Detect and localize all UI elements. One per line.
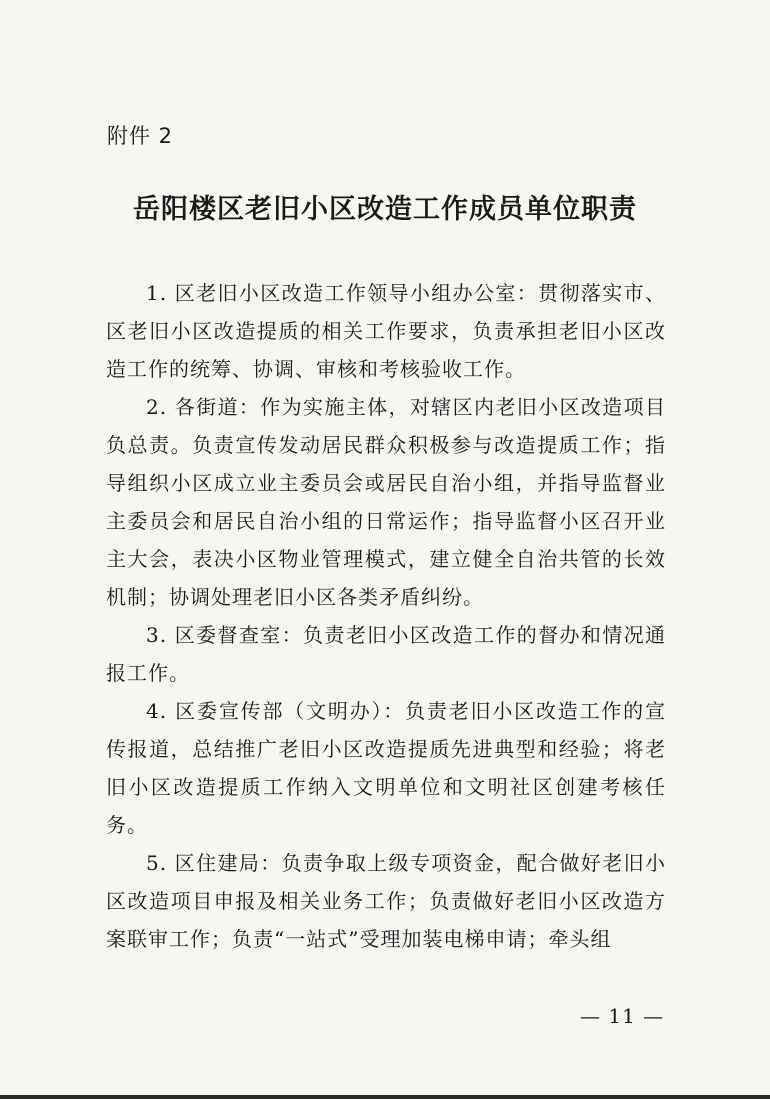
paragraph-4: 4. 区委宣传部（文明办）：负责老旧小区改造工作的宣传报道，总结推广老旧小区改造提质先进典型和经验；将老旧小区改造提质工作纳入文明单位和文明社区创建考核任务。 — [106, 699, 666, 837]
page-number: — 11 — — [580, 1004, 665, 1028]
paragraph-1: 1. 区老旧小区改造工作领导小组办公室：贯彻落实市、区老旧小区改造提质的相关工作要求，负责承担老旧小区改造工作的统筹、协调、审核和考核验收工作。 — [106, 281, 666, 381]
annex-label: 附件 2 — [107, 124, 174, 148]
document-body — [106, 274, 666, 958]
paragraph-3: 3. 区委督查室：负责老旧小区改造工作的督办和情况通报工作。 — [106, 623, 666, 685]
document-title: 岳阳楼区老旧小区改造工作成员单位职责 — [133, 194, 637, 225]
paragraph-5: 5. 区住建局：负责争取上级专项资金，配合做好老旧小区改造项目申报及相关业务工作；负责做好老旧小区改造方案联审工作；负责“一站式”受理加装电梯申请；牵头组 — [106, 851, 666, 951]
paragraph-2: 2. 各街道：作为实施主体，对辖区内老旧小区改造项目负总责。负责宣传发动居民群众积极参与改造提质工作；指导组织小区成立业主委员会或居民自治小组，并指导监督业主委员会和居民自治小组的日常运作；指导监督小区召开业主大会，表决小区物业管理模式，建立健全自治共管的长效机制；协调处理老旧小区各类矛盾纠纷。 — [106, 395, 666, 609]
scan-bottom-edge — [0, 1095, 770, 1099]
